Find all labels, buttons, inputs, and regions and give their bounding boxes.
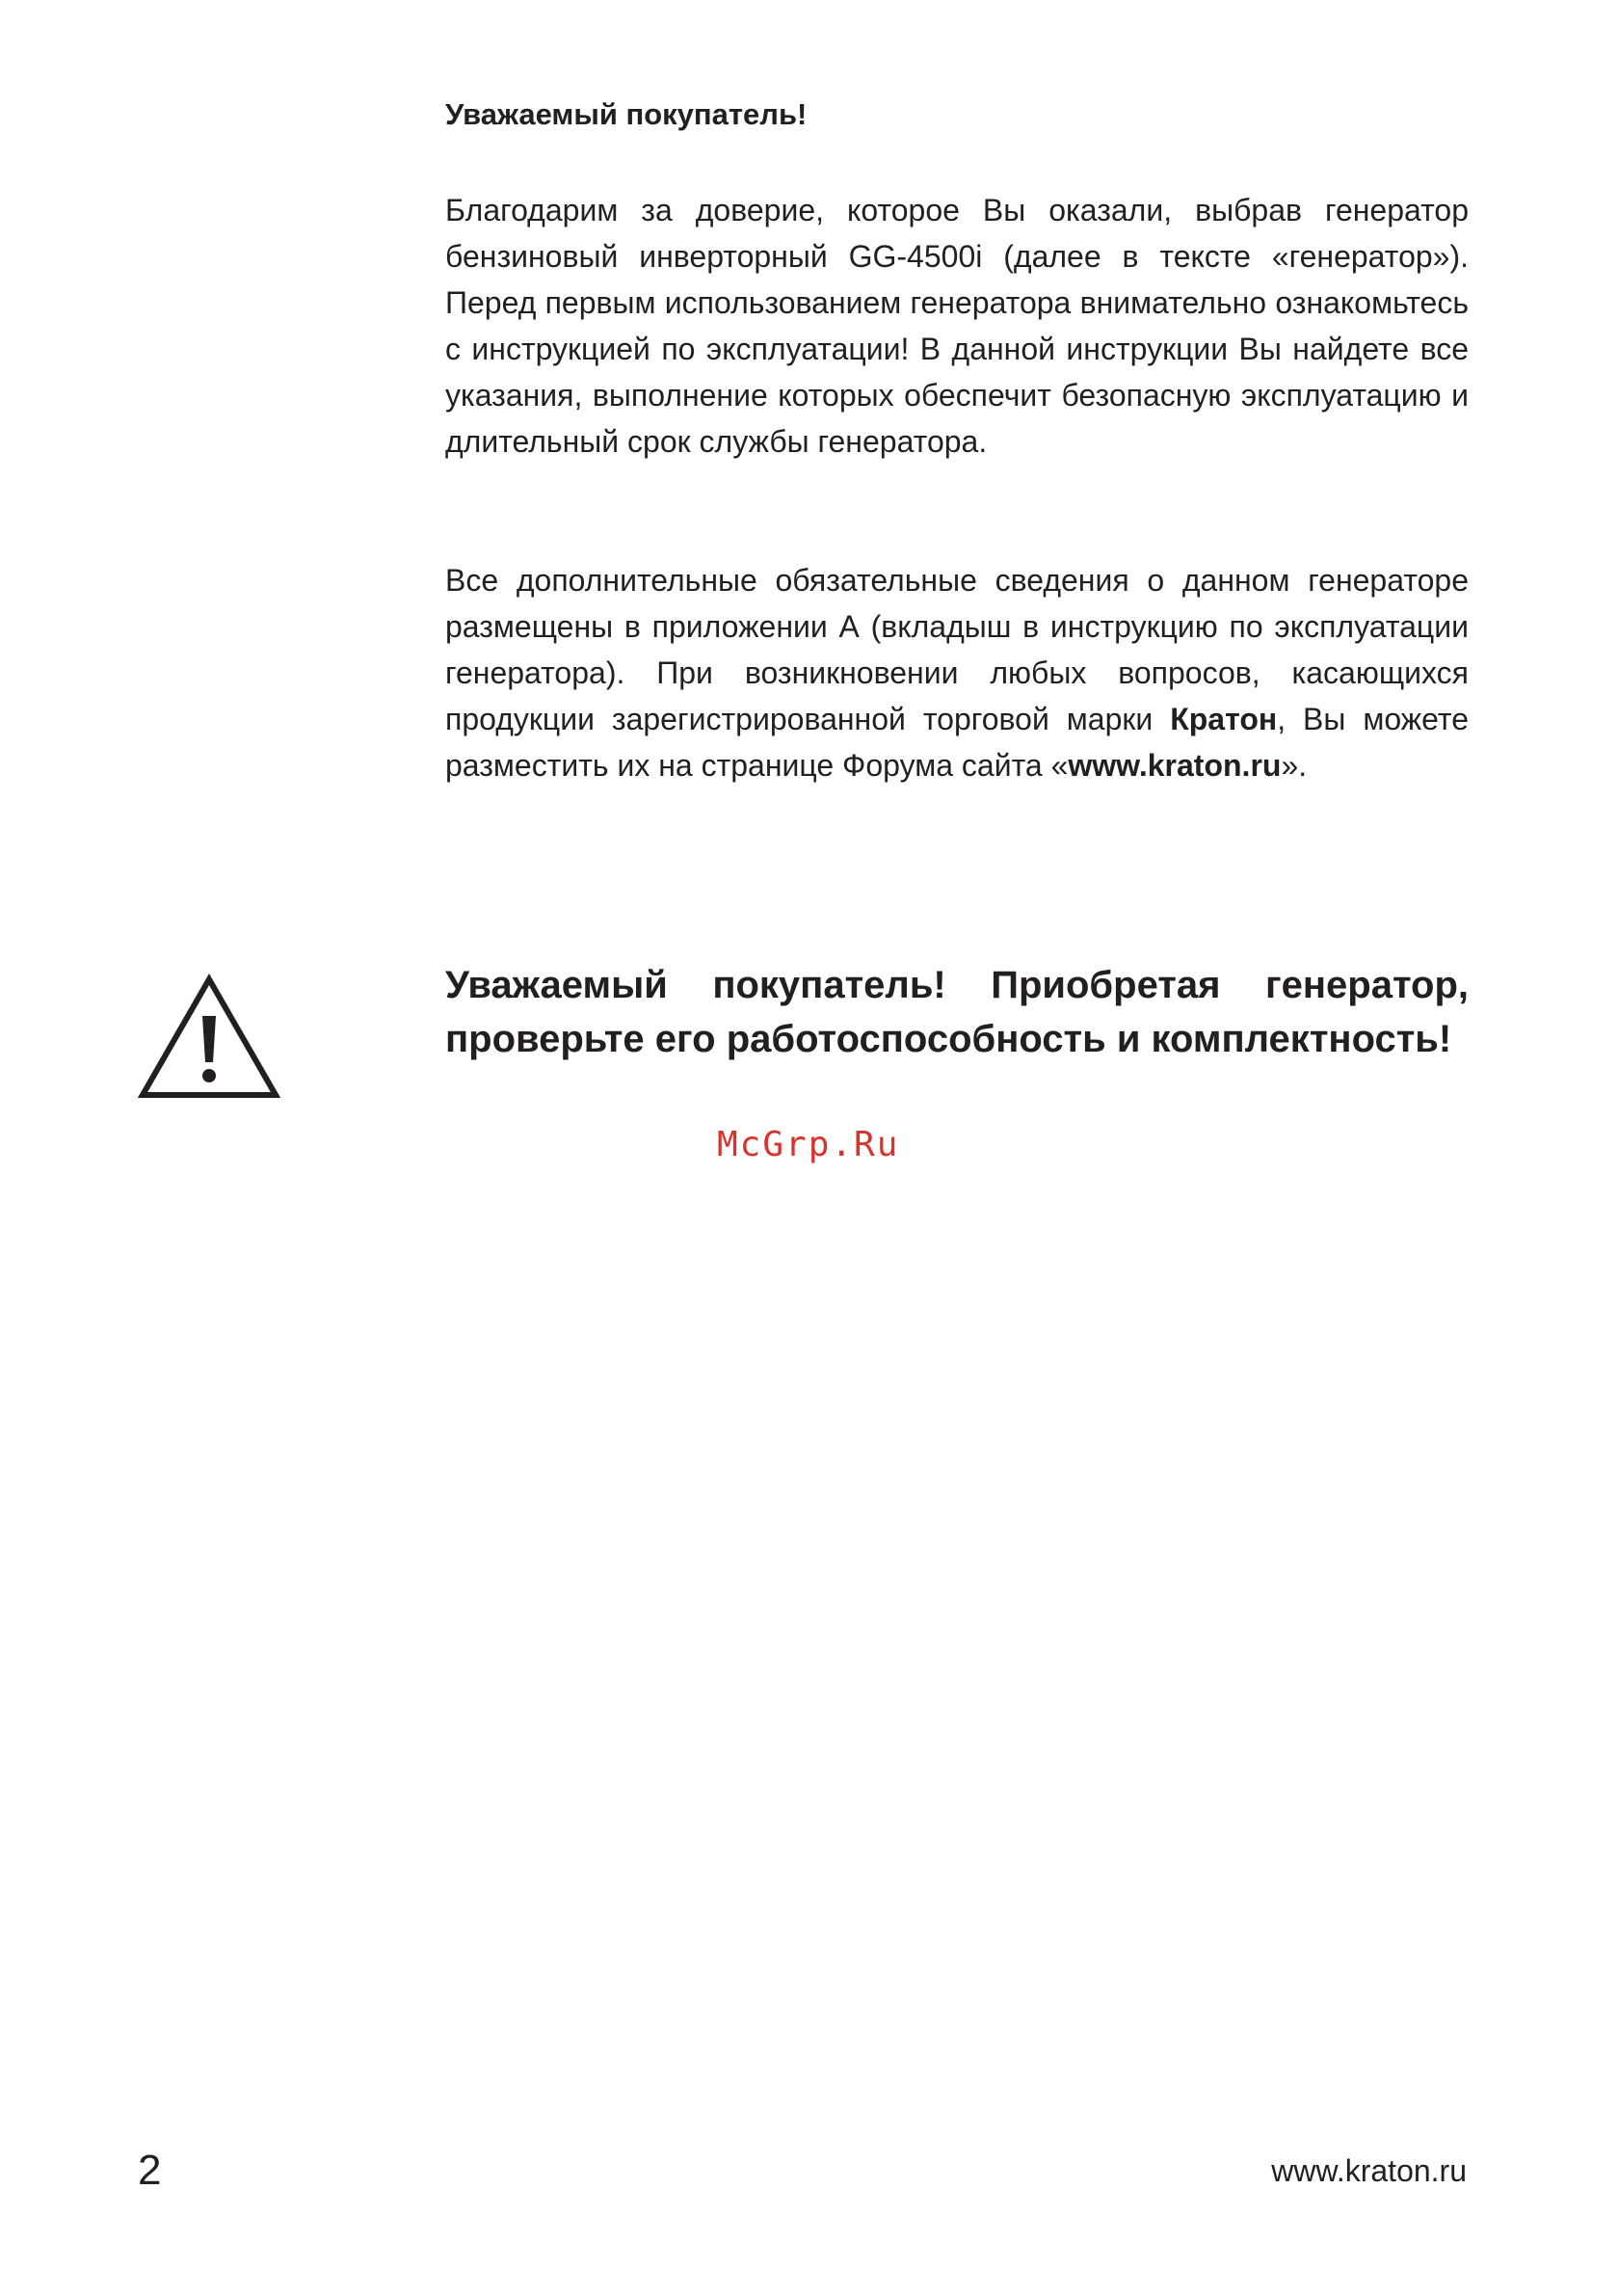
greeting-heading: Уважаемый покупатель! xyxy=(445,97,808,131)
intro-paragraph: Благодарим за доверие, которое Вы оказали, выбрав генератор бензиновый инверторный GG-4500i (далее в тексте «генератор»). Перед первым использованием генератора внимательно ознакомьтесь с инструкцией по эксплуатации! В данной инструкции Вы найдете все указания, выполнение которых обеспечит безопасную эксплуатацию и длительный срок службы генератора. xyxy=(445,193,1469,459)
footer-url[interactable]: www.kraton.ru xyxy=(1271,2153,1467,2188)
info-text-end: ». xyxy=(1281,748,1308,783)
watermark: McGrp.Ru xyxy=(717,1125,900,1164)
page-number: 2 xyxy=(138,2147,162,2194)
site-link[interactable]: www.kraton.ru xyxy=(1068,748,1282,783)
warning-text: Уважаемый покупатель! Приобретая генератор, проверьте его работоспособность и комплектность! xyxy=(445,964,1469,1060)
info-paragraph xyxy=(445,557,1469,788)
info-text-start: Все дополнительные обязательные сведения о данном генераторе размещены в приложении А (вкладыш в инструкцию по эксплуатации генератора). При возникновении любых вопросов, касающихся продукции зарегистрированной торговой марки xyxy=(445,563,1469,736)
warning-triangle-icon xyxy=(138,974,280,1101)
brand-name: Кратон xyxy=(1170,702,1278,736)
info-text-middle: , Вы можете разместить их на странице Форума сайта « xyxy=(445,702,1470,783)
